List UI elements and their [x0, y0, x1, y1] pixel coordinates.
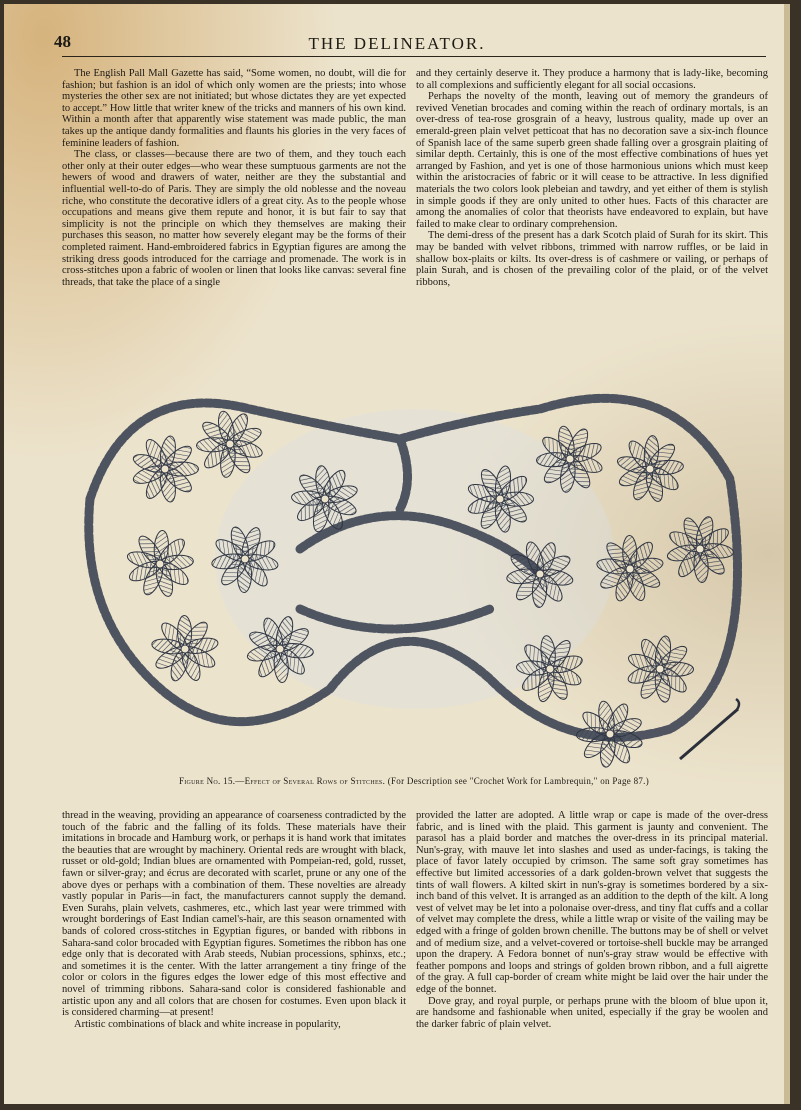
crochet-hook-icon	[680, 699, 739, 759]
paragraph: provided the latter are adopted. A little wrap or cape is made of the over-dress fabric, and is lined with the plaid. This garment is jaunty and convenient. The parasol has a plaid border and matches the over-dress in its principal material. Nun's-gray, with mauve let into slashes and used as under-facings, is taking the place of favor lately occupied by crimson. The same soft gray sometimes has effective but limited accessories of a dark golden-brown velvet that suggests the tints of wall flowers. A kilted skirt in nun's-gray is sometimes bordered by a six-inch band of this velvet. It is arranged as an addition to the depth of the kilt. A long vest of velvet may be let into a polonaise over-dress, and tiny flat cuffs and a collar of velvet may complete the dress, while a little wrap or visite of the vailing may be edged with a fringe of golden brown chenille. The buttons may be of shell or velvet and of medium size, and a velvet-covered or tortoise-shell buckle may be arranged upon the drapery. A Fedora bonnet of nun's-gray straw would be effective with feather pompons and loops and strings of golden brown ribbon, and a full aigrette of the gray. A full cap-border of cream white might be laid over the hair under the edge of the bonnet.	[416, 810, 768, 995]
crochet-rosette	[616, 435, 684, 503]
figure-caption	[64, 776, 764, 786]
paragraph: thread in the weaving, providing an appearance of coarseness contradicted by the touch of the fabric and the falling of its folds. These materials have their imitations in brocade and Hamburg work, or perhaps it is hand work that imitates the beauties that are wrought by machinery. Oriental reds are wrought with black, russet or old-gold; Indian blues are ornamented with Pompeian-red, gold, russet, fawn or silver-gray; and écrus are decorated with scarlet, prune or any one of the above dyes or perhaps with a combination of them. These novelties are already vastly popular in Paris—in fact, the manufacturers cannot supply the demand. Even Surahs, plain velvets, cashmeres, etc., which last year were trimmed with wrought borderings of East Indian camel's-hair, are this season ornamented with bands of colored cross-stitches in Egyptian figures, or banded with ribbons in Sahara-sand color brocaded with Egyptian figures. Sometimes the ribbon has one edge only that is decorated with Arab steeds, Nubian processions, sphinxs, etc.; and sometimes it is the center. With the latter arrangement a tiny fringe of the color or colors in the figures edges the lower edge of this most effective and novel of trimming ribbons. Sahara-sand color is considered fashionable and artistic upon any and all colors that are chosen for costumes. Even upon black it is considered charming—at present!	[62, 810, 406, 1019]
header-rule	[62, 56, 766, 57]
crochet-lambrequin-illustration	[70, 349, 760, 769]
paragraph: Dove gray, and royal purple, or perhaps prune with the bloom of blue upon it, are handsome and fashionable when united, especially if the gray be woolen and the darker fabric of plain velvet.	[416, 995, 768, 1030]
crochet-rosette	[536, 425, 604, 493]
page-number: 48	[54, 32, 71, 51]
running-title: THE DELINEATOR.	[308, 34, 486, 53]
column-bottom-right	[416, 810, 768, 1075]
crochet-rosette	[126, 530, 194, 598]
paragraph: Perhaps the novelty of the month, leaving out of memory the grandeurs of revived Venetian brocades and coming within the reach of ordinary mortals, is an over-dress of tea-rose grosgrain of a heavy, lustrous quality, made up over an emerald-green plain velvet petticoat that has no decoration save a six-inch flounce of Spanish lace of the same superb green shade falling over a grosgrain plaiting of similar depth. Certainly, this is one of the most effective combinations of hues yet arranged by Fashion, and yet is one of those harmonious unions which must keep within the aristocracies of fabric or it will cease to be attractive. In less dignified materials the two colors look plebeian and tawdry, and yet either of them is stylish in simple goods if they are only united to other hues. Facts of this character are among the anomalies of color that theorists have endeavored to explain, but have failed to make clear to ordinary comprehension.	[416, 91, 768, 230]
magazine-page	[4, 4, 790, 1104]
crochet-rosette	[151, 615, 219, 683]
crochet-rosette	[626, 635, 694, 703]
crochet-rosette	[666, 515, 734, 583]
crochet-rosette	[196, 410, 264, 478]
paragraph: Artistic combinations of black and white increase in popularity,	[74, 1018, 341, 1030]
paragraph: The English Pall Mall Gazette has said, “Some women, no doubt, will die for fashion; but fashion is an idol of which only women are the priests; into whose mysteries the other sex are not initiated; but whose dictates they are yet expected to accept.” How little that writer knew of the tricks and manners of his own kind. Within a month after that apparently wise statement was made public, the man takes up the antique dandy formalities and flaunts his glories in the very faces of feminine leaders of fashion.	[62, 68, 406, 149]
caption-note: (For Description see "Crochet Work for Lambrequin," on Page 87.)	[387, 776, 650, 786]
column-top-left	[62, 68, 406, 342]
paragraph: and they certainly deserve it. They produce a harmony that is lady-like, becoming to all complexions and sufficiently elegant for all social occasions.	[416, 68, 768, 91]
paragraph: The demi-dress of the present has a dark Scotch plaid of Surah for its skirt. This may be banded with velvet ribbons, trimmed with narrow ruffles, or be laid in shallow box-plaits or kilts. Its over-dress is of cashmere or vailing, or perhaps of plain Surah, and is chosen of the prevailing color of the plaid, or of the velvet ribbons,	[416, 230, 768, 288]
crochet-rosette	[131, 435, 198, 503]
column-top-right	[416, 68, 768, 342]
caption-label: Figure No. 15.—Effect of Several Rows of Stitches.	[178, 776, 386, 786]
column-bottom-left	[62, 810, 406, 1075]
paragraph: The class, or classes—because there are two of them, and they touch each other only at their outer edges—who wear these sumptuous garments are not the hewers of wood and drawers of water, neither are they the substantial and influential well-to-do of Paris. They are simply the old noblesse and the noveau riche, who constitute the decorative idlers of a great city. As to the people whose occupations and means give them repute and honor, it is but fair to say that simplicity is not the principle on which they themselves are making their purchases this season, no matter how severely elegant may be the forms of their completed raiment. Hand-embroidered fabrics in Egyptian figures are among the striking dress goods introduced for the carriage and promenade. The work is in cross-stitches upon a fabric of woolen or linen that looks like canvas: several fine threads, that take the place of a single	[62, 149, 406, 288]
